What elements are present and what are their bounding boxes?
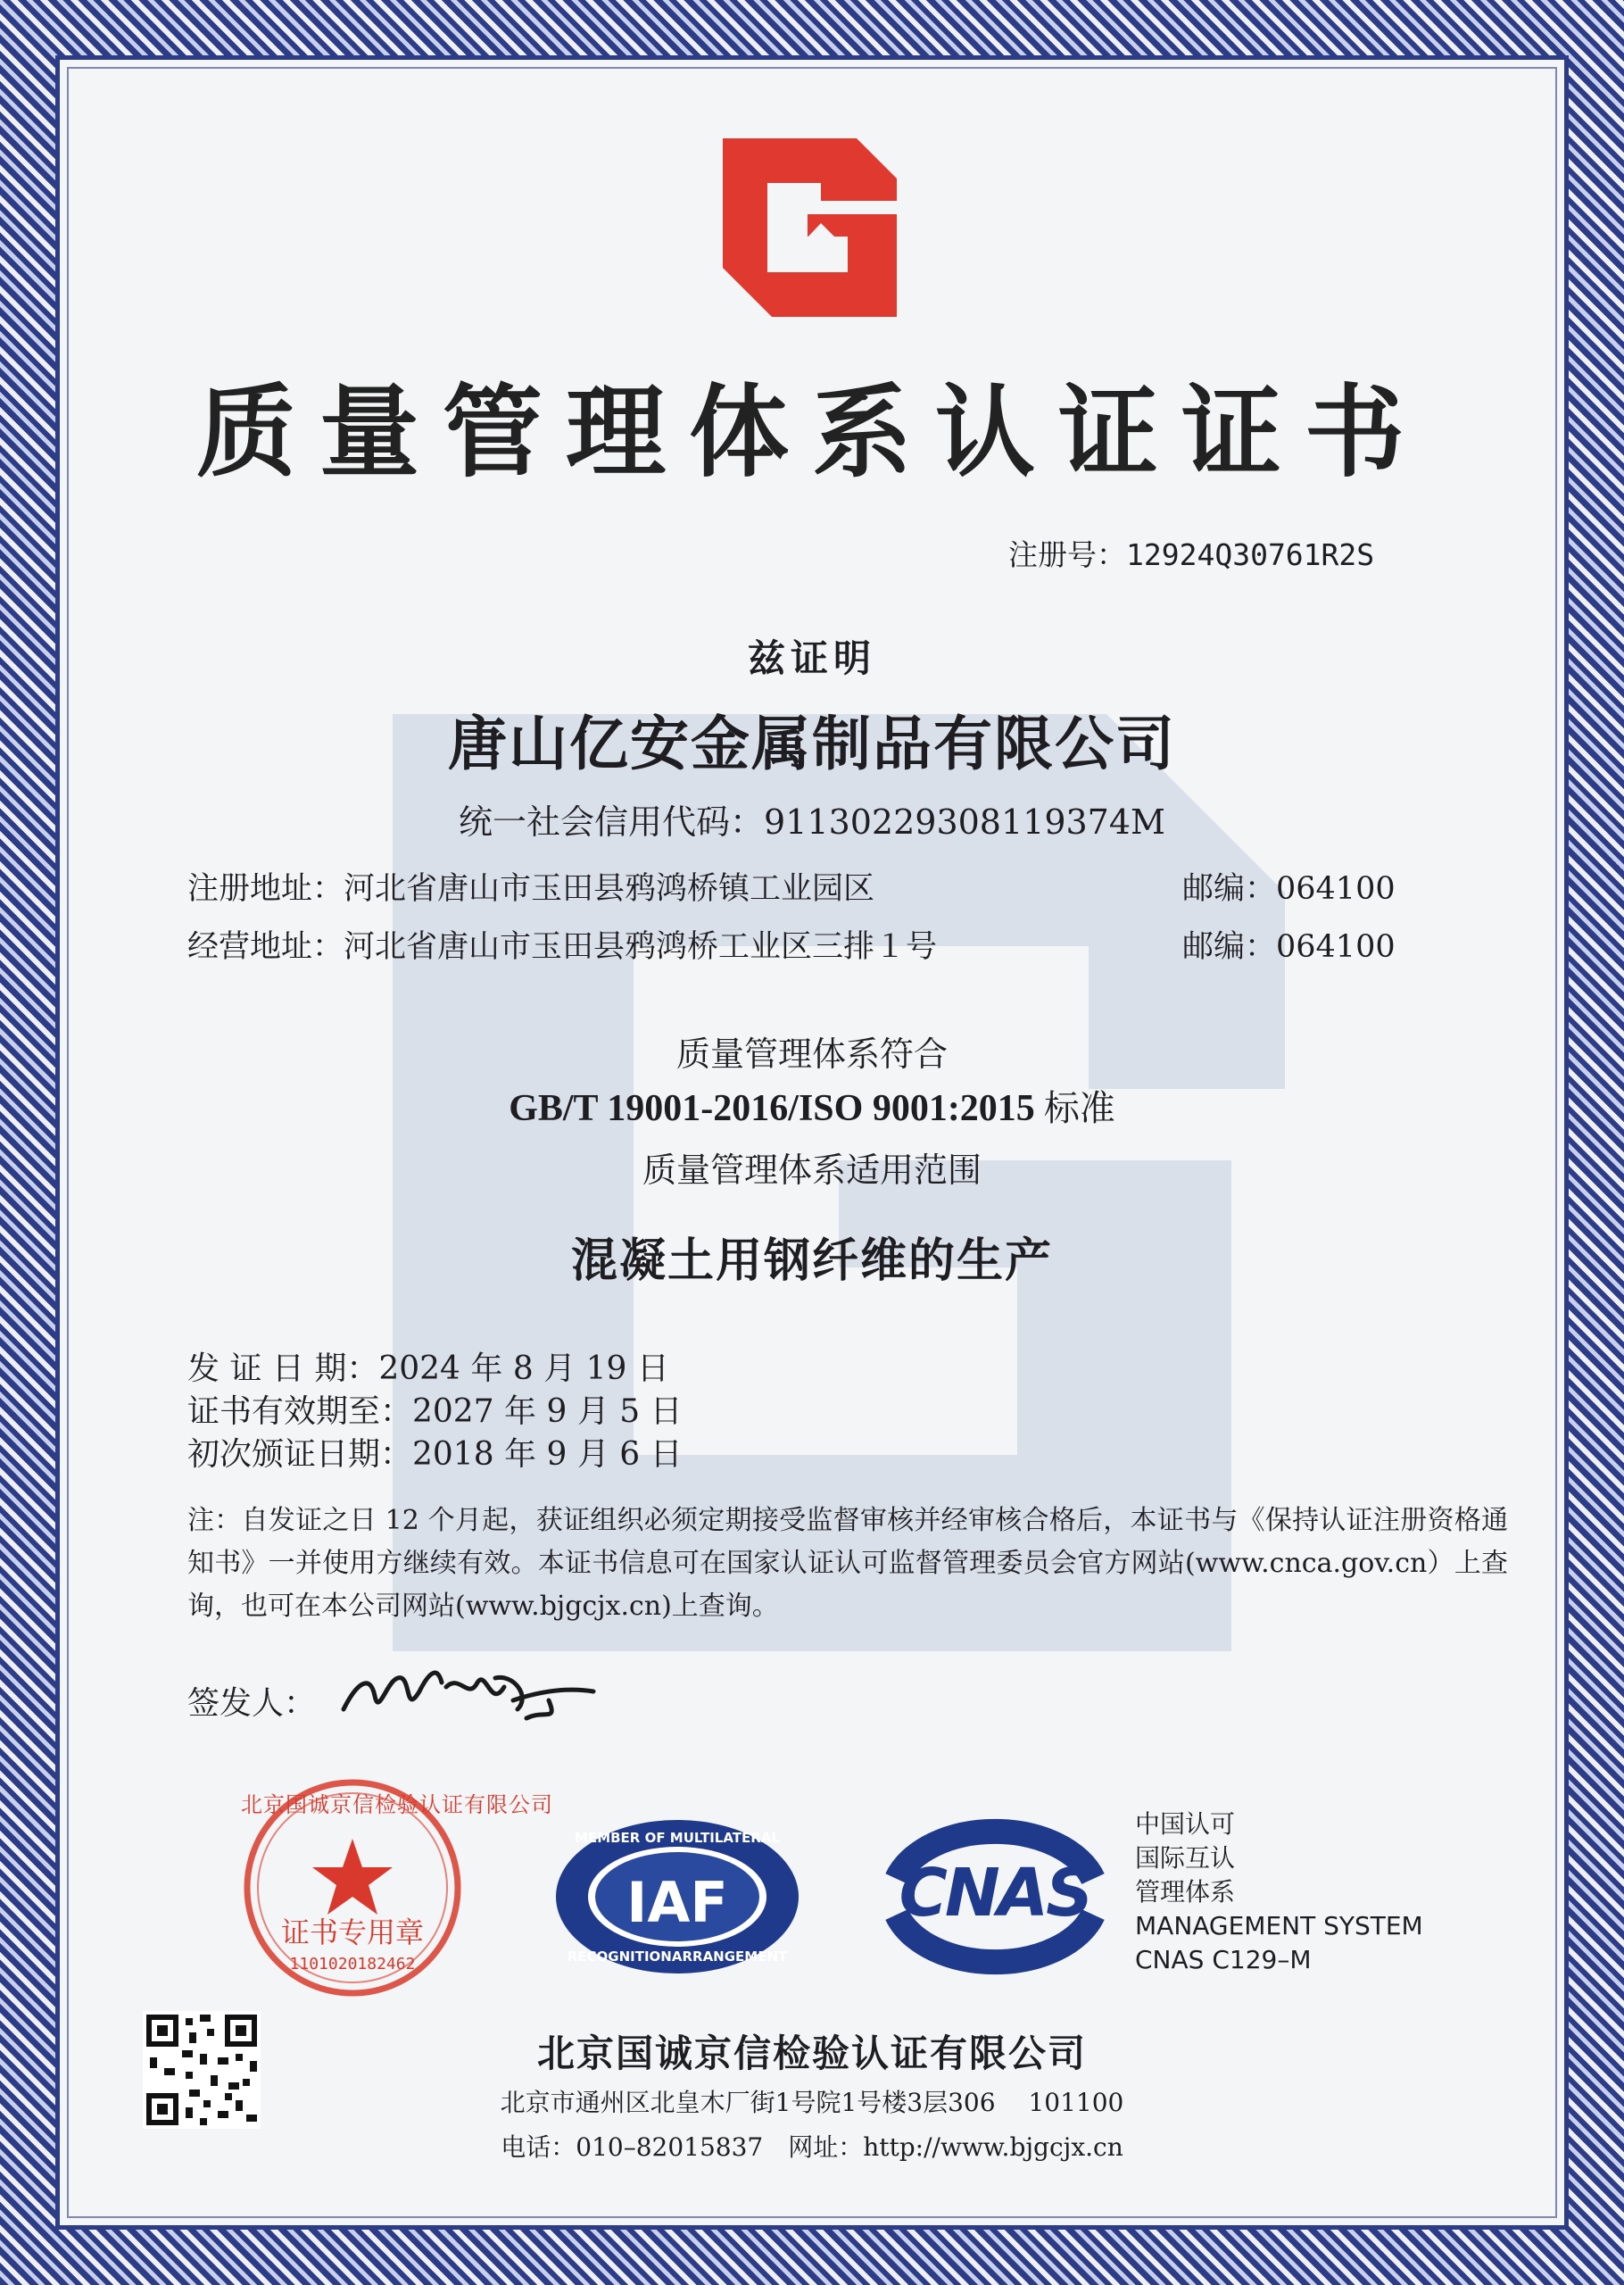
issue-date: 发 证 日 期：2024 年 8 月 19 日 bbox=[187, 1350, 669, 1387]
business-postcode: 邮编：064100 bbox=[1182, 929, 1396, 965]
seal-ring-text: 北京国诚京信检验认证有限公司 bbox=[241, 1792, 553, 1817]
cnas-line-3: 管理体系 bbox=[1135, 1877, 1236, 1907]
cnas-line-5: CNAS C129–M bbox=[1135, 1945, 1312, 1974]
registered-address: 注册地址：河北省唐山市玉田县鸦鸿桥镇工业园区 bbox=[187, 871, 875, 907]
scope-text: 混凝土用钢纤维的生产 bbox=[570, 1234, 1053, 1288]
gc-logo-icon bbox=[723, 138, 897, 317]
standard-word: 标准 bbox=[1034, 1088, 1115, 1128]
iaf-center: IAF bbox=[626, 1870, 728, 1935]
credit-code: 统一社会信用代码：91130229308119374M bbox=[459, 802, 1165, 842]
registration-number: 注册号：12924Q30761R2S bbox=[1008, 537, 1375, 572]
issuer-contact: 电话：010–82015837 网址：http://www.bjgcjx.cn bbox=[501, 2132, 1123, 2162]
certificate-note: 注：自发证之日 12 个月起，获证组织必须定期接受监督审核并经审核合格后，本证书与《保持认证注册资格通知书》一并使用方继续有效。本证书信息可在国家认证认可监督管理委员会官方网站(www.cnca.gov.cn）上查询，也可在本公司网站(www.bjgcjx.cn)上查询。 bbox=[187, 1505, 1508, 1622]
cnas-description bbox=[1135, 1807, 1423, 1977]
cnas-line-2: 国际互认 bbox=[1135, 1843, 1236, 1873]
valid-until: 证书有效期至：2027 年 9 月 5 日 bbox=[187, 1393, 683, 1430]
issuer-name: 北京国诚京信检验认证有限公司 bbox=[536, 2032, 1087, 2075]
cnas-line-4: MANAGEMENT SYSTEM bbox=[1135, 1911, 1423, 1940]
standard-code: GB/T 19001-2016/ISO 9001:2015 bbox=[509, 1088, 1035, 1129]
company-name: 唐山亿安金属制品有限公司 bbox=[448, 710, 1176, 778]
conformity-text: 质量管理体系符合 bbox=[675, 1034, 948, 1074]
certificate-title: 质量管理体系认证证书 bbox=[196, 375, 1428, 491]
registered-postcode: 邮编：064100 bbox=[1182, 871, 1396, 907]
business-address: 经营地址：河北省唐山市玉田县鸦鸿桥工业区三排１号 bbox=[187, 929, 938, 965]
cnas-logo-text: CNAS bbox=[899, 1855, 1091, 1932]
hereby-certify: 兹证明 bbox=[747, 636, 876, 680]
seal-number: 1101020182462 bbox=[289, 1955, 416, 1973]
standard-line bbox=[0, 1080, 1624, 1131]
signature-icon bbox=[335, 1647, 602, 1736]
cnas-line-1: 中国认可 bbox=[1135, 1809, 1236, 1839]
iaf-ring-bottom: RECOGNITIONARRANGEMENT bbox=[567, 1948, 788, 1965]
first-issue-date: 初次颁证日期：2018 年 9 月 6 日 bbox=[187, 1436, 683, 1473]
seal-center-text: 证书专用章 bbox=[280, 1915, 424, 1949]
iaf-ring-top: MEMBER OF MULTILATERAL bbox=[575, 1830, 780, 1846]
signer-label: 签发人： bbox=[187, 1685, 317, 1722]
scope-label: 质量管理体系适用范围 bbox=[642, 1151, 982, 1190]
issuer-address: 北京市通州区北皇木厂街1号院1号楼3层306 101100 bbox=[500, 2088, 1124, 2117]
